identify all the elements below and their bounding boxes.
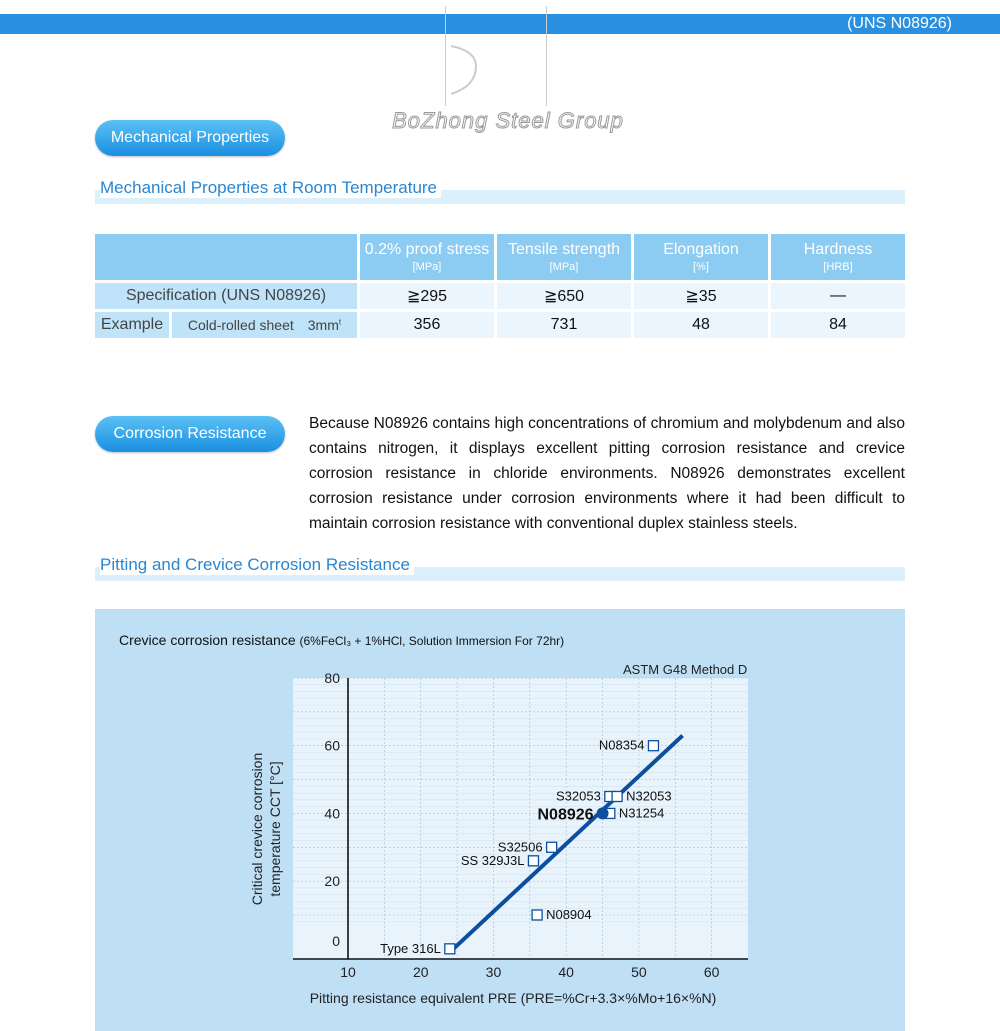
data-point-marker [445,944,455,954]
data-point-marker [528,856,538,866]
data-point-marker [547,842,557,852]
chart-subtitle: (6%FeCl₃ + 1%HCl, Solution Immersion For 72hr) [299,634,565,648]
data-point-label: N08354 [598,737,645,753]
example-sup: t [338,317,342,327]
crevice-corrosion-chart [95,609,905,1031]
table-row [95,312,905,338]
y-axis-label-line1: Critical crevice corrosion [249,752,265,906]
example-label: Example [95,312,169,338]
col-header-hardness [771,234,905,280]
spec-value: ≧650 [497,283,631,309]
example-value: 731 [497,312,631,338]
data-point-label: Type 316L [380,940,441,956]
x-axis-label: Pitting resistance equivalent PRE (PRE=%Cr+3.3×%Mo+16×%N) [309,990,717,1006]
corrosion-paragraph: Because N08926 contains high concentrations of chromium and molybdenum and also contains nitrogen, it displays excellent pitting corrosion resistance and crevice corrosion resistance in chloride environments. N08926 demonstrates excellent corrosion resistance under corrosion environments where it had been difficult to maintain corrosion resistance with conventional duplex stainless steels. [309,415,905,532]
section-title-mechanical: Mechanical Properties at Room Temperature [100,178,441,198]
x-tick-label: 40 [558,964,574,980]
col-header-tensile [497,234,631,280]
data-point-label: S32053 [555,788,601,804]
example-value: 84 [771,312,905,338]
brand-logo [445,6,547,106]
spec-value: ≧35 [634,283,768,309]
chart-title: Crevice corrosion resistance [119,632,296,648]
x-tick-label: 60 [703,964,720,980]
plot-background [293,678,748,959]
col-header-proof [360,234,494,280]
chart-method: ASTM G48 Method D [623,662,748,677]
y-tick-label: 80 [324,670,340,686]
x-tick-label: 30 [485,964,502,980]
data-point-label: N08904 [546,906,592,922]
mechanical-table [92,231,908,341]
spec-value: — [771,283,905,309]
data-point-marker [597,807,609,819]
data-point-label: N08926 [537,806,594,824]
data-point-label: SS 329J3L [460,852,525,868]
example-value: 356 [360,312,494,338]
mechanical-properties-pill: Mechanical Properties [95,120,285,156]
example-value: 48 [634,312,768,338]
data-point-label: N31254 [618,805,665,821]
x-tick-label: 20 [412,964,429,980]
col-unit: [HRB] [823,261,853,273]
col-unit: [MPa] [412,261,442,273]
col-name: Elongation [663,241,739,258]
y-tick-label: 40 [324,805,340,822]
example-sub-text: Cold-rolled sheet 3mm [187,317,339,333]
data-point-label: N32053 [626,788,672,804]
section-heading-pitting [95,557,905,581]
y-axis-label-line2: temperature CCT [°C] [267,761,283,897]
col-unit: [%] [693,261,709,273]
table-corner [95,234,357,280]
col-name: 0.2% proof stress [364,241,490,258]
data-point-marker [648,741,658,751]
y-tick-label: 0 [332,932,340,949]
brand-name: BoZhong Steel Group [392,108,624,133]
spec-label: Specification (UNS N08926) [95,283,357,309]
x-tick-label: 10 [340,964,356,980]
logo-mark-icon [446,6,546,106]
spec-value: ≧295 [360,283,494,309]
y-tick-label: 60 [324,737,340,754]
col-header-elongation [634,234,768,280]
col-name: Hardness [803,241,873,258]
section-heading-mechanical [95,180,905,204]
data-point-label: S32506 [497,839,543,855]
x-tick-label: 50 [631,964,647,980]
example-sub-label [172,312,357,338]
table-row [95,283,905,309]
grade-label: (UNS N08926) [847,15,952,32]
corrosion-resistance-pill: Corrosion Resistance [95,416,285,452]
data-point-marker [532,910,542,920]
col-unit: [MPa] [549,261,579,273]
section-title-pitting: Pitting and Crevice Corrosion Resistance [100,555,414,575]
y-tick-label: 20 [324,873,340,890]
data-point-marker [612,791,622,801]
col-name: Tensile strength [507,241,621,258]
